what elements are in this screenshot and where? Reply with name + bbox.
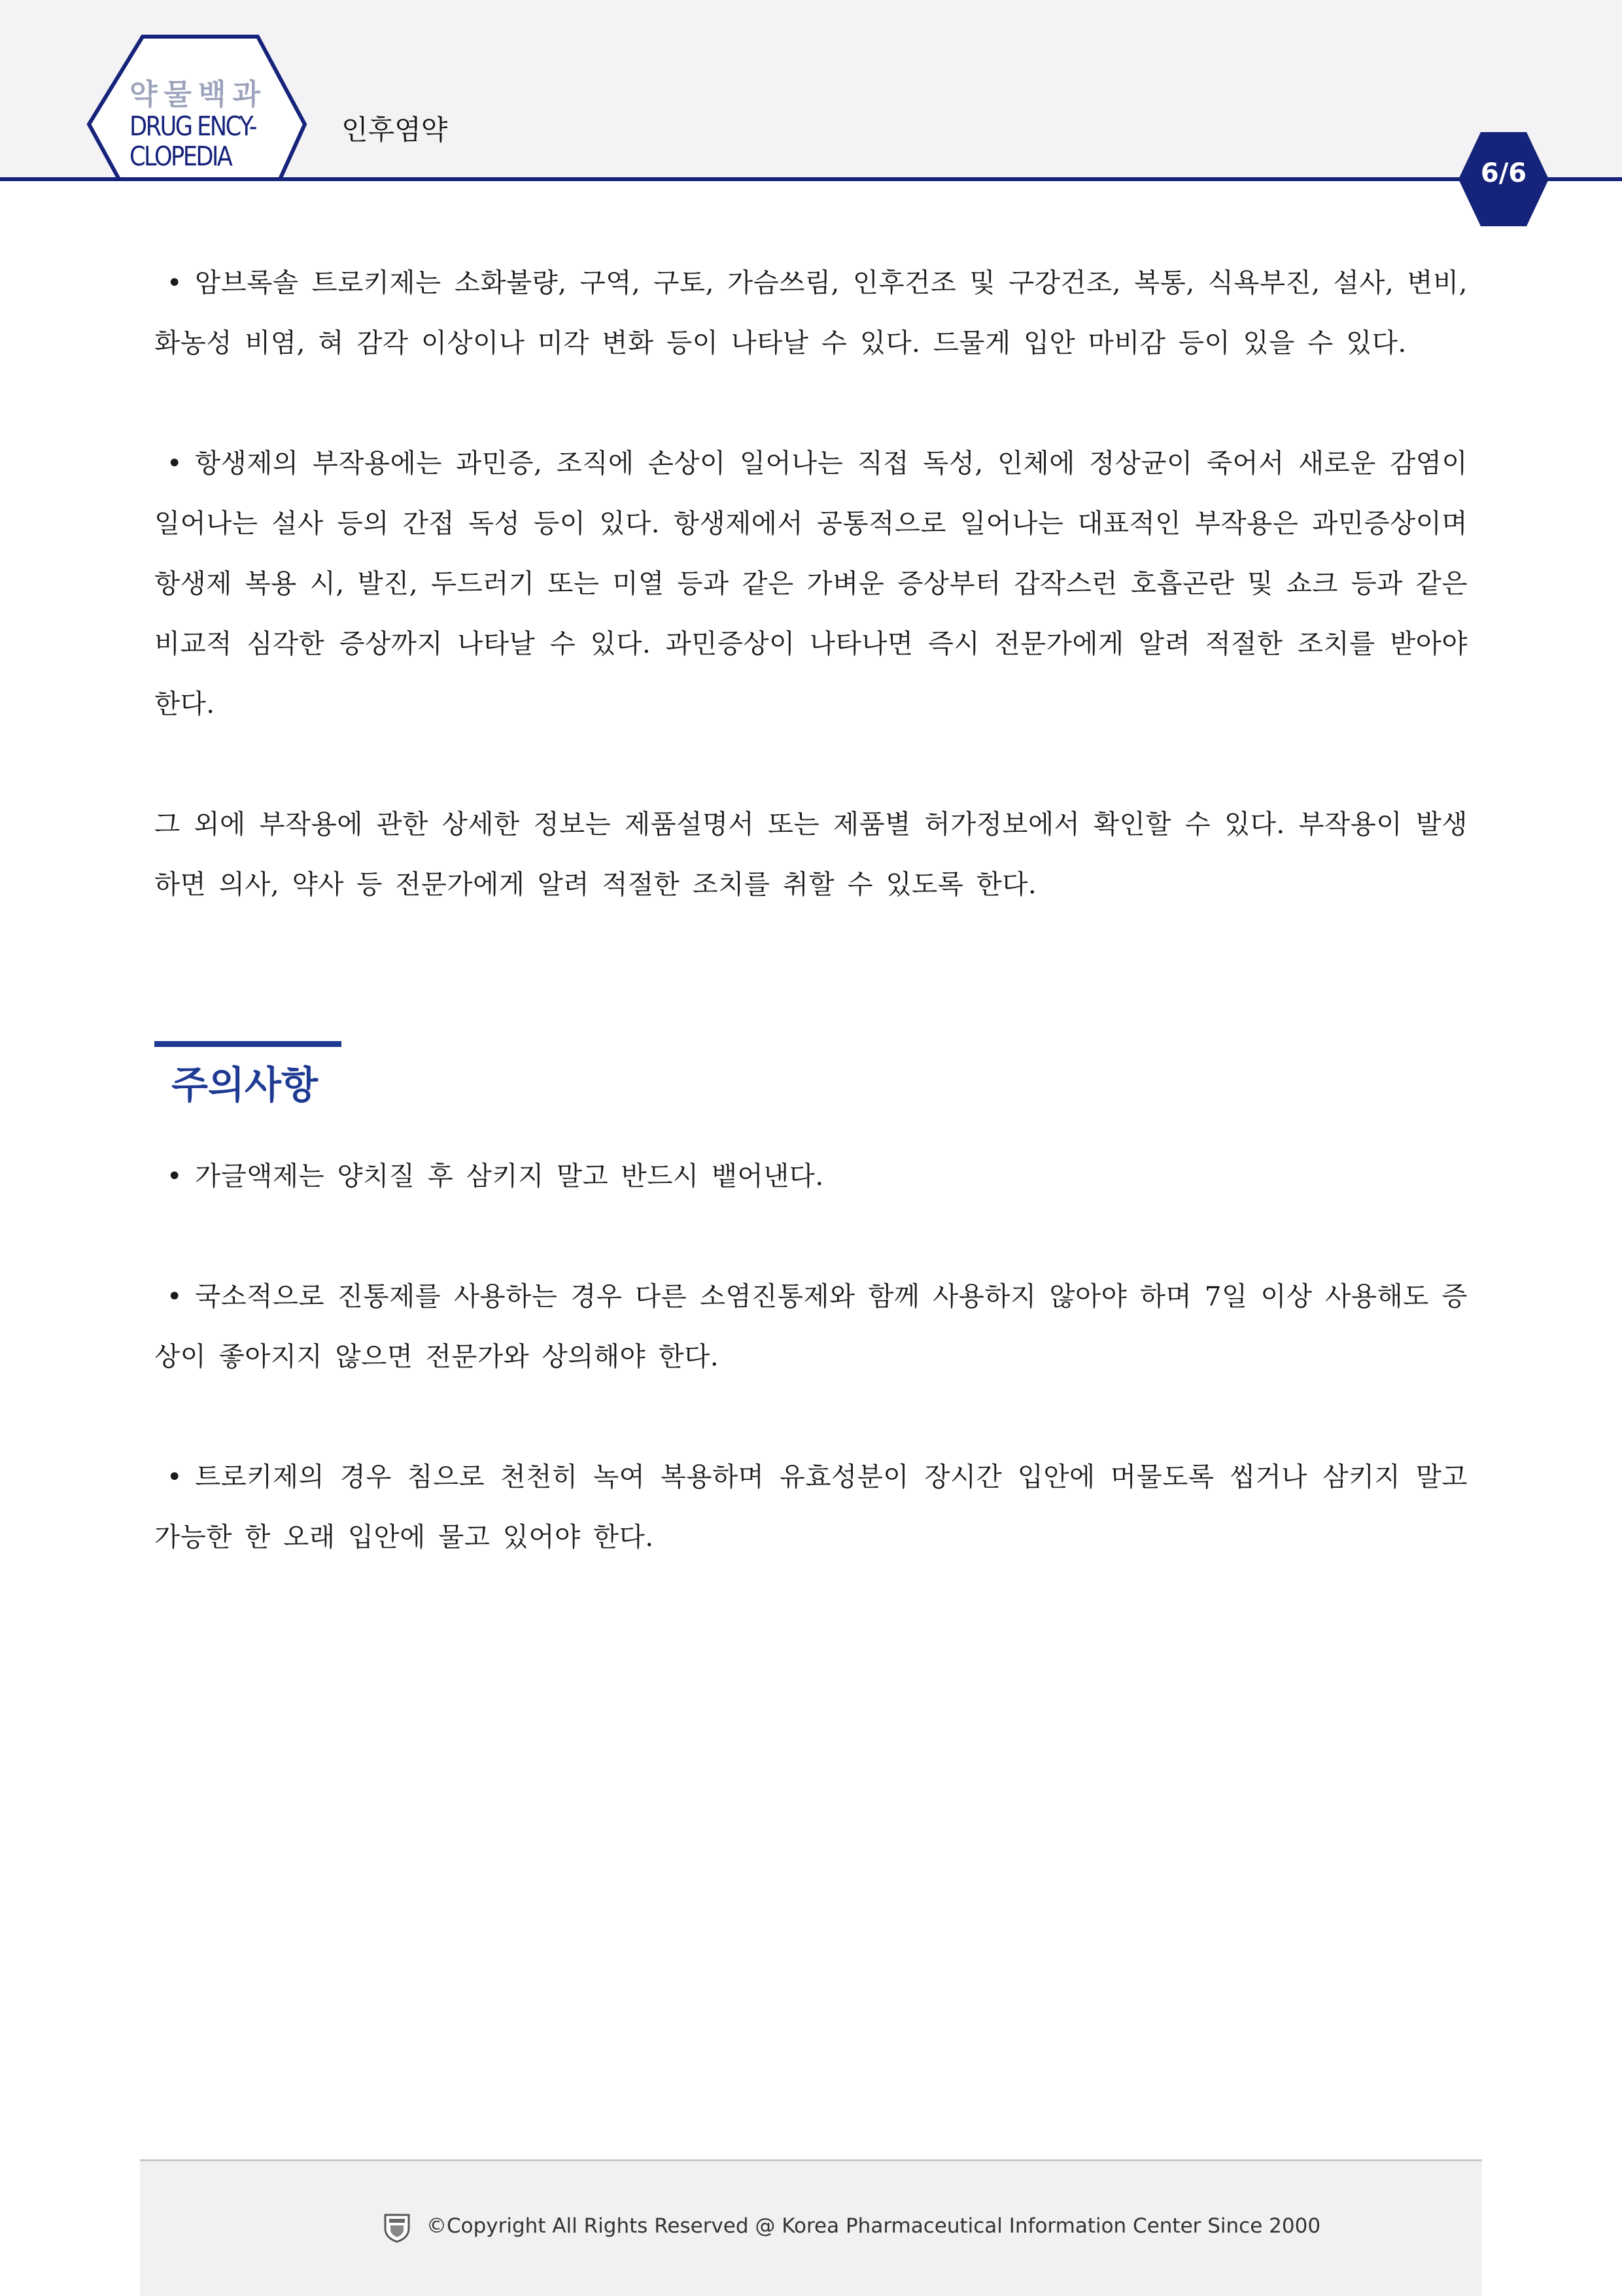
logo-english-line-2: CLOPEDIA — [129, 141, 232, 172]
bullet: • — [166, 1461, 183, 1492]
paragraph-text: 항생제의 부작용에는 과민증, 조직에 손상이 일어나는 직접 독성, 인체에 정상균이 죽어서 새로운 감염이 일어나는 설사 등의 간접 독성 등이 있다. 항생제에서 공통적으로 일어나는 대표적인 부작용은 과민증상이며 항생제 복용 시, 발진, 두드러기 또는 미열 등과 같은 가벼운 증상부터 갑작스런 호흡곤란 및 쇼크 등과 같은 비교적 심각한 증상까지 나타날 수 있다. 과민증상이 나타나면 즉시 전문가에게 알려 적절한 조치를 받아야 한다. — [154, 447, 1468, 719]
bullet: • — [166, 1280, 183, 1312]
paragraph-text: 트로키제의 경우 침으로 천천히 녹여 복용하며 유효성분이 장시간 입안에 머물도록 씹거나 삼키지 말고 가능한 한 오래 입안에 물고 있어야 한다. — [154, 1461, 1468, 1552]
shield-emblem-icon — [383, 2213, 411, 2243]
logo-english-text — [129, 111, 256, 171]
document-title: 인후염약 — [341, 114, 448, 146]
side-effect-paragraph-1 — [154, 252, 1468, 373]
side-effect-paragraph-3 — [154, 794, 1468, 914]
precaution-item-2 — [154, 1266, 1468, 1386]
paragraph-text: 국소적으로 진통제를 사용하는 경우 다른 소염진통제와 함께 사용하지 않아야 하며 7일 이상 사용해도 증상이 좋아지지 않으면 전문가와 상의해야 한다. — [154, 1280, 1468, 1372]
page-indicator: 6/6 — [1480, 158, 1527, 188]
precaution-item-3 — [154, 1447, 1468, 1567]
paragraph-text: 가글액제는 양치질 후 삼키지 말고 반드시 뱉어낸다. — [195, 1160, 824, 1191]
precaution-item-1 — [154, 1146, 1468, 1206]
side-effect-paragraph-2 — [154, 433, 1468, 734]
section-accent-bar — [154, 1041, 341, 1047]
bullet: • — [166, 267, 183, 298]
section-title: 주의사항 — [171, 1063, 319, 1107]
logo-english-line-1: DRUG ENCY- — [129, 111, 256, 142]
paragraph-text: 그 외에 부작용에 관한 상세한 정보는 제품설명서 또는 제품별 허가정보에서 확인할 수 있다. 부작용이 발생하면 의사, 약사 등 전문가에게 알려 적절한 조치를 취할 수 있도록 한다. — [154, 808, 1468, 900]
logo-korean-text: 약물백과 — [129, 78, 267, 111]
bullet: • — [166, 1160, 183, 1191]
bullet: • — [166, 447, 183, 479]
copyright-text: ©Copyright All Rights Reserved @ Korea Pharmaceutical Information Center Since 2000 — [426, 2214, 1321, 2238]
paragraph-text: 암브록솔 트로키제는 소화불량, 구역, 구토, 가슴쓰림, 인후건조 및 구강건조, 복통, 식욕부진, 설사, 변비, 화농성 비염, 혀 감각 이상이나 미각 변화 등이 나타날 수 있다. 드물게 입안 마비감 등이 있을 수 있다. — [154, 267, 1468, 358]
